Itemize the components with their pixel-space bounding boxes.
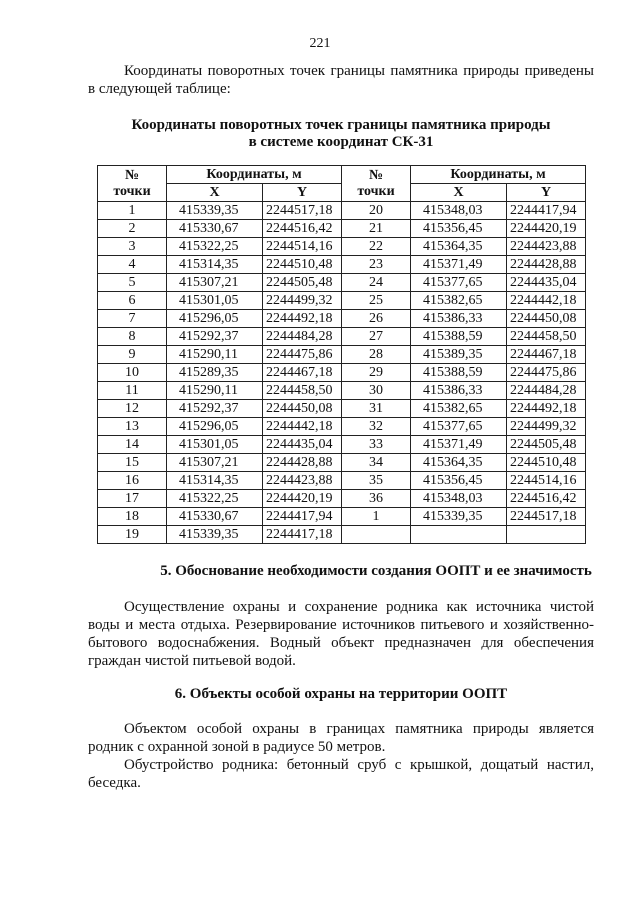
left-y-value: 2244505,48 [263, 274, 342, 292]
left-point-no: 19 [98, 526, 167, 544]
header-no-symbol: № [124, 167, 140, 183]
left-y-value: 2244516,42 [263, 220, 342, 238]
header-no-label: точки [113, 183, 151, 199]
right-x-value: 415377,65 [411, 274, 507, 292]
right-x-value: 415389,35 [411, 346, 507, 364]
left-x-value: 415290,11 [167, 346, 263, 364]
left-y-value: 2244420,19 [263, 490, 342, 508]
left-x-value: 415314,35 [167, 256, 263, 274]
left-point-no: 8 [98, 328, 167, 346]
left-y-value: 2244417,94 [263, 508, 342, 526]
header-y-right: Y [507, 184, 586, 202]
table-title-line1: Координаты поворотных точек границы памятника природы [131, 117, 551, 133]
left-x-value: 415296,05 [167, 310, 263, 328]
header-coords-right: Координаты, м [411, 166, 586, 184]
right-y-value: 2244458,50 [507, 328, 586, 346]
left-x-value: 415339,35 [167, 526, 263, 544]
right-y-value: 2244435,04 [507, 274, 586, 292]
table-row [98, 454, 586, 472]
left-point-no: 12 [98, 400, 167, 418]
left-y-value: 2244428,88 [263, 454, 342, 472]
left-y-value: 2244517,18 [263, 202, 342, 220]
table-row [98, 256, 586, 274]
right-x-value: 415386,33 [411, 382, 507, 400]
right-x-value [411, 526, 507, 544]
left-y-value: 2244514,16 [263, 238, 342, 256]
left-point-no: 15 [98, 454, 167, 472]
right-y-value: 2244417,94 [507, 202, 586, 220]
right-y-value: 2244505,48 [507, 436, 586, 454]
right-point-no: 21 [342, 220, 411, 238]
right-point-no: 26 [342, 310, 411, 328]
intro-paragraph [88, 62, 594, 98]
right-x-value: 415382,65 [411, 292, 507, 310]
table-row [98, 382, 586, 400]
right-y-value: 2244467,18 [507, 346, 586, 364]
left-y-value: 2244458,50 [263, 382, 342, 400]
left-y-value: 2244450,08 [263, 400, 342, 418]
right-y-value: 2244516,42 [507, 490, 586, 508]
table-row [98, 220, 586, 238]
left-x-value: 415301,05 [167, 436, 263, 454]
right-point-no: 25 [342, 292, 411, 310]
right-x-value: 415377,65 [411, 418, 507, 436]
left-y-value: 2244484,28 [263, 328, 342, 346]
right-point-no: 35 [342, 472, 411, 490]
right-x-value: 415356,45 [411, 220, 507, 238]
left-x-value: 415307,21 [167, 274, 263, 292]
left-x-value: 415339,35 [167, 202, 263, 220]
right-y-value: 2244423,88 [507, 238, 586, 256]
right-x-value: 415348,03 [411, 202, 507, 220]
right-x-value: 415364,35 [411, 454, 507, 472]
left-y-value: 2244467,18 [263, 364, 342, 382]
left-x-value: 415330,67 [167, 220, 263, 238]
right-x-value: 415371,49 [411, 256, 507, 274]
right-point-no [342, 526, 411, 544]
table-row [98, 436, 586, 454]
section-6-paragraph-2 [88, 756, 594, 792]
header-y-left: Y [263, 184, 342, 202]
section-5-paragraph [88, 598, 594, 670]
left-point-no: 4 [98, 256, 167, 274]
right-y-value: 2244492,18 [507, 400, 586, 418]
left-y-value: 2244510,48 [263, 256, 342, 274]
left-point-no: 13 [98, 418, 167, 436]
right-x-value: 415348,03 [411, 490, 507, 508]
right-point-no: 30 [342, 382, 411, 400]
right-y-value: 2244517,18 [507, 508, 586, 526]
left-point-no: 7 [98, 310, 167, 328]
right-point-no: 34 [342, 454, 411, 472]
right-point-no: 27 [342, 328, 411, 346]
left-point-no: 1 [98, 202, 167, 220]
left-point-no: 11 [98, 382, 167, 400]
section-6-text-2: Обустройство родника: бетонный сруб с крышкой, дощатый настил, беседка. [88, 757, 594, 791]
table-row [98, 508, 586, 526]
table-row [98, 274, 586, 292]
right-point-no: 28 [342, 346, 411, 364]
left-point-no: 10 [98, 364, 167, 382]
table-row [98, 238, 586, 256]
left-point-no: 9 [98, 346, 167, 364]
right-y-value: 2244475,86 [507, 364, 586, 382]
table-header-row-1 [98, 166, 586, 184]
right-point-no: 31 [342, 400, 411, 418]
right-y-value: 2244514,16 [507, 472, 586, 490]
right-x-value: 415356,45 [411, 472, 507, 490]
header-point-no-left [98, 166, 167, 202]
header-no-label: точки [357, 183, 395, 199]
table-row [98, 346, 586, 364]
right-x-value: 415364,35 [411, 238, 507, 256]
coordinates-table [97, 165, 586, 544]
left-x-value: 415292,37 [167, 328, 263, 346]
right-point-no: 36 [342, 490, 411, 508]
right-y-value: 2244510,48 [507, 454, 586, 472]
right-x-value: 415339,35 [411, 508, 507, 526]
right-x-value: 415386,33 [411, 310, 507, 328]
right-y-value: 2244450,08 [507, 310, 586, 328]
left-y-value: 2244435,04 [263, 436, 342, 454]
left-point-no: 18 [98, 508, 167, 526]
right-point-no: 20 [342, 202, 411, 220]
table-body [98, 202, 586, 544]
right-point-no: 23 [342, 256, 411, 274]
left-point-no: 3 [98, 238, 167, 256]
intro-text: Координаты поворотных точек границы памятника природы приведены в следующей таблице: [88, 63, 594, 97]
left-x-value: 415322,25 [167, 238, 263, 256]
right-x-value: 415388,59 [411, 328, 507, 346]
left-point-no: 5 [98, 274, 167, 292]
right-x-value: 415388,59 [411, 364, 507, 382]
right-point-no: 32 [342, 418, 411, 436]
section-5-heading: 5. Обоснование необходимости создания ООПТ и ее значимость [160, 563, 592, 579]
left-point-no: 6 [98, 292, 167, 310]
left-x-value: 415307,21 [167, 454, 263, 472]
right-y-value: 2244420,19 [507, 220, 586, 238]
table-row [98, 400, 586, 418]
left-y-value: 2244492,18 [263, 310, 342, 328]
left-point-no: 16 [98, 472, 167, 490]
right-point-no: 22 [342, 238, 411, 256]
left-y-value: 2244475,86 [263, 346, 342, 364]
left-y-value: 2244423,88 [263, 472, 342, 490]
left-x-value: 415301,05 [167, 292, 263, 310]
right-x-value: 415382,65 [411, 400, 507, 418]
table-row [98, 472, 586, 490]
table-row [98, 490, 586, 508]
right-point-no: 33 [342, 436, 411, 454]
header-x-left: X [167, 184, 263, 202]
right-y-value: 2244499,32 [507, 418, 586, 436]
right-point-no: 1 [342, 508, 411, 526]
header-no-symbol: № [368, 167, 384, 183]
left-point-no: 2 [98, 220, 167, 238]
table-row [98, 328, 586, 346]
table-row [98, 292, 586, 310]
left-x-value: 415330,67 [167, 508, 263, 526]
page-number: 221 [309, 36, 331, 51]
left-x-value: 415290,11 [167, 382, 263, 400]
right-y-value [507, 526, 586, 544]
left-point-no: 17 [98, 490, 167, 508]
left-y-value: 2244417,18 [263, 526, 342, 544]
section-6-heading: 6. Объекты особой охраны на территории ООПТ [174, 686, 508, 702]
right-y-value: 2244484,28 [507, 382, 586, 400]
right-y-value: 2244428,88 [507, 256, 586, 274]
left-x-value: 415289,35 [167, 364, 263, 382]
right-point-no: 24 [342, 274, 411, 292]
left-x-value: 415296,05 [167, 418, 263, 436]
left-x-value: 415314,35 [167, 472, 263, 490]
left-x-value: 415292,37 [167, 400, 263, 418]
left-point-no: 14 [98, 436, 167, 454]
section-5-text: Осуществление охраны и сохранение родника как источника чистой воды и места отдыха. Резервирование источников питьевого и хозяйственно-бытового водоснабжения. Водный объект предназначен для обеспечения граждан чистой питьевой водой. [88, 599, 594, 669]
table-row [98, 310, 586, 328]
left-y-value: 2244499,32 [263, 292, 342, 310]
right-y-value: 2244442,18 [507, 292, 586, 310]
left-x-value: 415322,25 [167, 490, 263, 508]
right-x-value: 415371,49 [411, 436, 507, 454]
table-row [98, 364, 586, 382]
header-point-no-right [342, 166, 411, 202]
section-6-paragraph-1 [88, 720, 594, 756]
table-row [98, 418, 586, 436]
header-x-right: X [411, 184, 507, 202]
table-row [98, 526, 586, 544]
section-6-text-1: Объектом особой охраны в границах памятника природы является родник с охранной зоной в радиусе 50 метров. [88, 721, 594, 755]
right-point-no: 29 [342, 364, 411, 382]
table-row [98, 202, 586, 220]
left-y-value: 2244442,18 [263, 418, 342, 436]
table-title [88, 117, 594, 151]
header-coords-left: Координаты, м [167, 166, 342, 184]
table-title-line2: в системе координат СК-31 [248, 134, 434, 150]
